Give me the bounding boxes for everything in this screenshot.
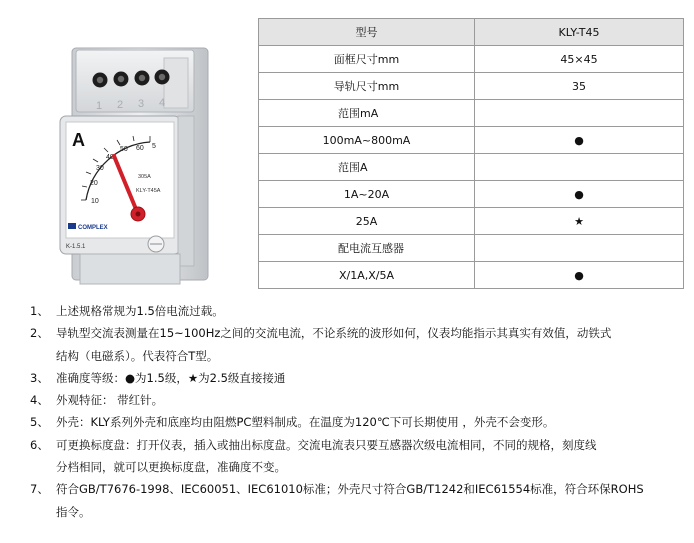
scale-label: 50 [120,146,128,153]
table-row [259,73,684,100]
scale-label: 40 [106,154,114,161]
note-item [30,434,690,456]
note-number: 4、 [30,393,49,408]
note-text: 上述规格常规为1.5倍电流过载。 [56,304,224,318]
terminal-number: 2 [117,99,124,111]
row-value: 35 [475,73,684,100]
note-text: 准确度等级：●为1.5级，★为2.5级直接接通 [56,370,286,385]
dot-mark: ● [475,181,684,208]
row-label: 范围A [259,154,475,181]
terminal-number: 1 [96,100,103,112]
scale-label: 5 [152,143,156,150]
spec-table [258,18,684,289]
row-label: 100mA~800mA [259,127,475,154]
note-text: 结构（电磁系）。代表符合T型。 [56,348,219,363]
row-label: 型号 [259,19,475,46]
table-row [259,46,684,73]
row-value: KLY-T45 [475,19,684,46]
terminal-number: 3 [138,98,145,110]
note-number: 3、 [30,370,49,385]
row-label: 25A [259,208,475,235]
row-label: 1A~20A [259,181,475,208]
meter-photo [46,42,216,292]
dial-small-text: KLY-T45A [136,188,161,194]
terminal-number: 4 [159,97,166,109]
row-label: X/1A,X/5A [259,262,475,289]
note-item-continued [30,501,690,523]
table-row [259,181,684,208]
scale-label: 30 [96,165,104,172]
table-row [259,235,684,262]
note-number: 6、 [30,437,49,452]
note-number: 1、 [30,304,49,318]
note-item [30,411,690,433]
scale-label: 20 [90,180,98,187]
note-number: 5、 [30,415,49,430]
table-row [259,262,684,289]
dot-mark: ● [475,262,684,289]
note-text: 符合GB/T7676-1998、IEC60051、IEC61010标准；外壳尺寸符合GB/T1242和IEC61554标准，符合环保ROHS [56,482,644,497]
note-number: 2、 [30,326,49,341]
note-text: 分档相同，就可以更换标度盘，准确度不变。 [56,460,286,475]
note-item [30,300,690,322]
row-value: 45×45 [475,46,684,73]
row-value [475,235,684,262]
star-mark: ★ [475,208,684,235]
notes-list [30,300,690,523]
note-number: 7、 [30,482,49,497]
note-item-continued [30,345,690,367]
row-label: 导轨尺寸mm [259,73,475,100]
note-text: 导轨型交流表测量在15~100Hz之间的交流电流，不论系统的波形如何，仪表均能指示其真实有效值，动铁式 [56,326,612,341]
row-label: 面框尺寸mm [259,46,475,73]
table-row [259,208,684,235]
note-item [30,478,690,500]
scale-label: 60 [136,145,144,152]
unit-letter: A [72,130,85,150]
note-text: 可更换标度盘：打开仪表，插入或抽出标度盘。交流电流表只要互感器次级电流相同，不同的规格，刻度线 [56,437,597,452]
note-item-continued [30,456,690,478]
scale-label: 10 [91,198,99,205]
row-value [475,154,684,181]
dial-small-text: 305A [138,174,151,180]
table-row [259,154,684,181]
model-plate: K-1.5.1 [66,244,86,250]
table-row [259,127,684,154]
note-text: 外观特征： 带红针。 [56,393,164,408]
row-label: 范围mA [259,100,475,127]
table-row [259,100,684,127]
note-item [30,322,690,344]
brand-logo: COMPLEX [78,225,108,231]
dot-mark: ● [475,127,684,154]
note-item [30,367,690,389]
note-text: 指令。 [56,504,91,519]
row-label: 配电流互感器 [259,235,475,262]
table-header-row [259,19,684,46]
note-item [30,389,690,411]
row-value [475,100,684,127]
note-text: 外壳：KLY系列外壳和底座均由阻燃PC塑料制成。在温度为120℃下可长期使用 ，外壳不会变形。 [56,415,555,430]
